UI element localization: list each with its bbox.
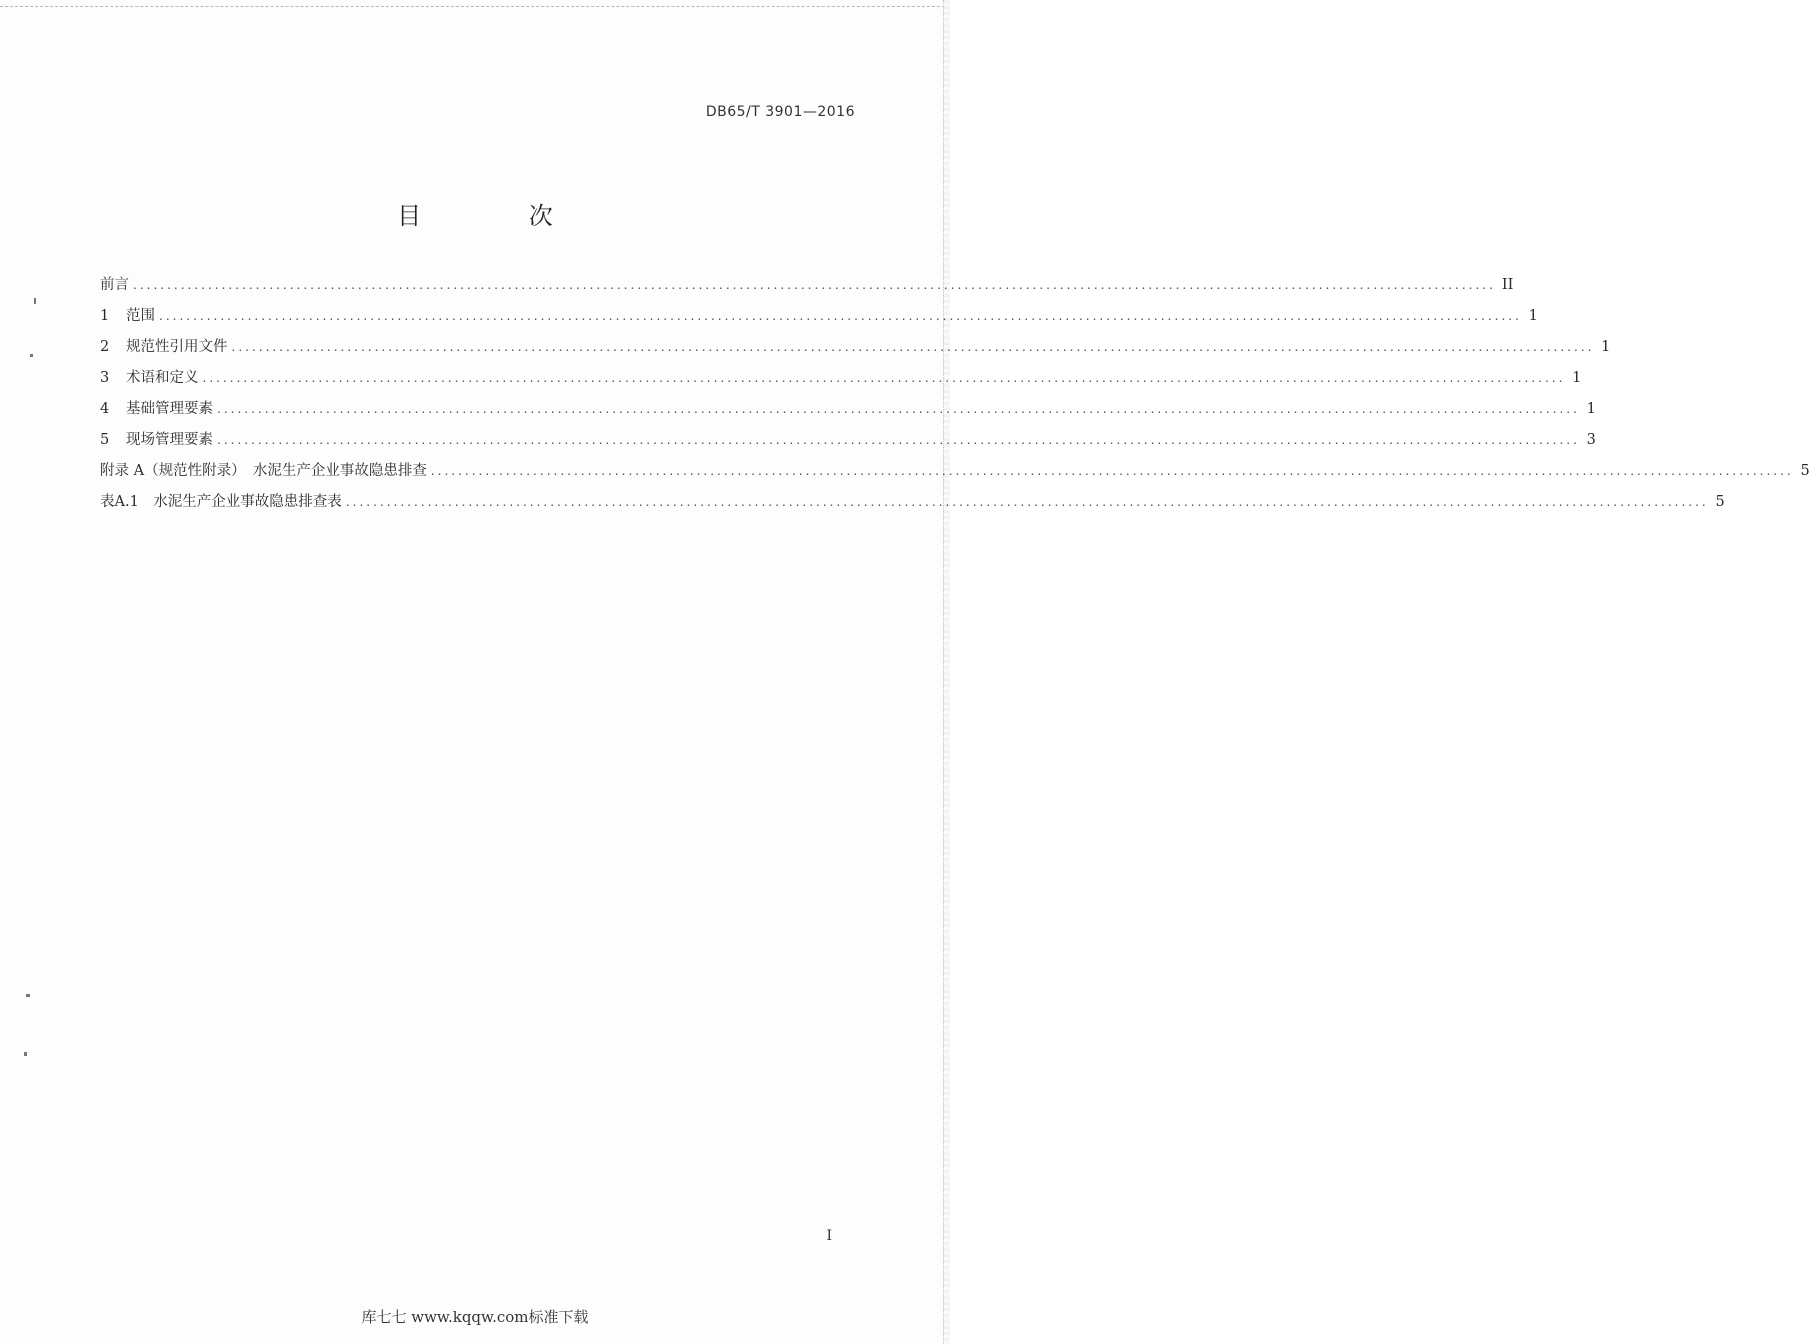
table-of-contents — [100, 274, 1810, 522]
document-number: DB65/T 3901—2016 — [705, 104, 855, 120]
toc-entry-page: 3 — [1586, 432, 1596, 448]
toc-entry-page: 1 — [1528, 308, 1538, 324]
toc-entry-label — [100, 491, 342, 513]
toc-entry[interactable] — [100, 336, 1611, 367]
toc-leader-dots: ........................................................................................................................................................................................................ — [133, 278, 1496, 292]
toc-entry-title: 术语和定义 — [126, 370, 199, 386]
toc-entry[interactable] — [100, 491, 1725, 522]
toc-leader-dots: ........................................................................................................................................................................................................ — [345, 495, 1709, 509]
toc-entry-number: 5 — [100, 432, 110, 448]
toc-entry-label — [100, 429, 213, 451]
toc-entry-page: 1 — [1601, 339, 1611, 355]
toc-entry[interactable] — [100, 398, 1596, 429]
toc-leader-dots: ........................................................................................................................................................................................................ — [217, 402, 1580, 416]
toc-entry-number: 1 — [100, 308, 110, 324]
toc-entry-page: 5 — [1800, 463, 1810, 479]
toc-entry-page: 1 — [1572, 370, 1582, 386]
toc-entry-label — [100, 398, 213, 420]
footer-watermark: 库七七 www.kqqw.com标准下载 — [361, 1308, 589, 1326]
toc-leader-dots: ........................................................................................................................................................................................................ — [430, 464, 1794, 478]
page-title: 目 次 — [397, 202, 603, 230]
scan-speck — [34, 298, 36, 304]
scan-top-edge — [0, 0, 950, 7]
toc-leader-dots: ........................................................................................................................................................................................................ — [159, 309, 1522, 323]
toc-entry-label — [100, 274, 129, 296]
page-number: I — [826, 1228, 832, 1244]
toc-entry-title: 表A.1 水泥生产企业事故隐患排查表 — [100, 494, 342, 510]
scan-speck — [24, 1052, 27, 1056]
toc-entry-title: 附录 A（规范性附录） 水泥生产企业事故隐患排查 — [100, 463, 427, 479]
toc-entry[interactable] — [100, 274, 1514, 305]
scan-speck — [26, 994, 30, 997]
toc-entry-title: 基础管理要素 — [126, 401, 213, 417]
toc-entry-title: 规范性引用文件 — [126, 339, 228, 355]
toc-entry-number: 3 — [100, 370, 110, 386]
toc-entry[interactable] — [100, 429, 1596, 460]
toc-entry-number: 4 — [100, 401, 110, 417]
toc-entry-label — [100, 305, 155, 327]
toc-entry[interactable] — [100, 305, 1538, 336]
toc-entry-page: II — [1501, 277, 1514, 293]
toc-leader-dots: ........................................................................................................................................................................................................ — [202, 371, 1566, 385]
toc-entry-page: 1 — [1586, 401, 1596, 417]
toc-entry-label — [100, 367, 199, 389]
toc-entry-title: 范围 — [126, 308, 155, 324]
scan-speck — [30, 354, 33, 357]
toc-entry-page: 5 — [1715, 494, 1725, 510]
toc-entry-label — [100, 336, 228, 358]
toc-entry-title: 现场管理要素 — [126, 432, 213, 448]
toc-entry-number: 2 — [100, 339, 110, 355]
toc-entry[interactable] — [100, 460, 1810, 491]
toc-leader-dots: ........................................................................................................................................................................................................ — [217, 433, 1580, 447]
toc-leader-dots: ........................................................................................................................................................................................................ — [231, 340, 1595, 354]
toc-entry-label — [100, 460, 427, 482]
toc-entry[interactable] — [100, 367, 1582, 398]
toc-entry-title: 前言 — [100, 277, 129, 293]
